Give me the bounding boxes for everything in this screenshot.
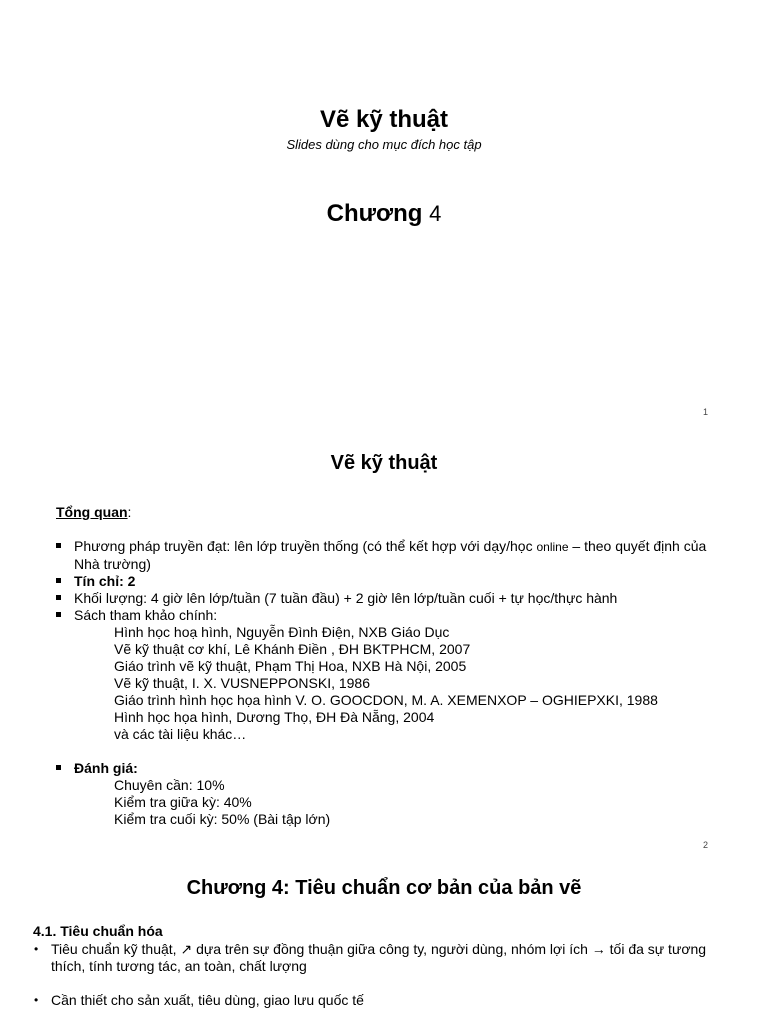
- overview-list: [56, 538, 716, 828]
- section-heading: 4.1. Tiêu chuẩn hóa: [33, 923, 163, 939]
- book-item: Vẽ kỹ thuật cơ khí, Lê Khánh Điền , ĐH BKTPHCM, 2007: [114, 641, 471, 657]
- credits-text: Tín chỉ: 2: [74, 573, 136, 589]
- chapter-number: 4: [429, 201, 442, 226]
- book-item: Giáo trình vẽ kỹ thuật, Phạm Thị Hoa, NXB Hà Nội, 2005: [114, 658, 467, 674]
- evaluation-item: Kiểm tra giữa kỳ: 40%: [114, 794, 252, 810]
- chapter-heading: [0, 200, 768, 228]
- square-bullet-icon: [56, 578, 61, 583]
- evaluation-item: Kiểm tra cuối kỳ: 50% (Bài tập lớn): [114, 811, 331, 827]
- book-item: và các tài liệu khác…: [114, 726, 247, 742]
- workload-text: Khối lượng: 4 giờ lên lớp/tuần (7 tuần đầu) + 2 giờ lên lớp/tuần cuối + tự học/thực hành: [74, 590, 618, 606]
- slide-title: Vẽ kỹ thuật: [330, 452, 438, 474]
- books-label: Sách tham khảo chính:: [74, 607, 218, 623]
- method-text-online: online: [536, 540, 569, 554]
- chapter-word: Chương: [326, 200, 423, 227]
- list-item-workload: [56, 590, 716, 607]
- round-bullet-icon: •: [34, 993, 39, 1007]
- standards-list: [33, 941, 733, 1009]
- spacer: [33, 975, 733, 992]
- round-bullet-icon: •: [34, 942, 39, 956]
- page-number: 1: [703, 407, 709, 417]
- list-item-text: Cần thiết cho sản xuất, tiêu dùng, giao lưu quốc tế: [51, 992, 364, 1008]
- overview-colon: :: [127, 504, 132, 520]
- book-item: Vẽ kỹ thuật, I. X. VUSNEPPONSKI, 1986: [114, 675, 371, 691]
- list-item-credits: [56, 573, 716, 590]
- square-bullet-icon: [56, 765, 61, 770]
- page-number: 2: [703, 840, 709, 850]
- list-item: [33, 992, 733, 1009]
- slide-1: [0, 0, 768, 425]
- evaluation-label: Đánh giá:: [74, 760, 138, 776]
- list-item-text: Tiêu chuẩn kỹ thuật, ↗ dựa trên sự đồng thuận giữa công ty, người dùng, nhóm lợi ích → tối đa sự tương thích, tính tương tác, an toàn, chất lượng: [51, 941, 707, 974]
- square-bullet-icon: [56, 543, 61, 548]
- method-text-a: Phương pháp truyền đạt: lên lớp truyền thống (có thể kết hợp với dạy/học: [74, 538, 537, 554]
- spacer: [56, 743, 716, 760]
- book-item: Giáo trình hình học họa hình V. O. GOOCDON, M. A. XEMENXOP – OGHIEPXKI, 1988: [114, 692, 658, 708]
- overview-heading: [56, 504, 131, 520]
- list-item-books: [56, 607, 716, 624]
- list-item: [33, 941, 733, 975]
- list-item-method: [56, 538, 716, 573]
- slide-3: [0, 857, 768, 1024]
- overview-label: Tổng quan: [56, 504, 128, 520]
- slide-subtitle: Slides dùng cho mục đích học tập: [286, 137, 482, 152]
- book-item: Hình học hoạ hình, Nguyễn Đình Điện, NXB Giáo Dục: [114, 624, 450, 640]
- evaluation-item: Chuyên cần: 10%: [114, 777, 225, 793]
- square-bullet-icon: [56, 595, 61, 600]
- square-bullet-icon: [56, 612, 61, 617]
- slide-title: Vẽ kỹ thuật: [319, 106, 449, 133]
- slide-title: Chương 4: Tiêu chuẩn cơ bản của bản vẽ: [186, 877, 582, 899]
- method-text-b: – theo quyết định của Nhà trường): [74, 538, 707, 572]
- list-item-evaluation: [56, 760, 716, 777]
- book-item: Hình học họa hình, Dương Thọ, ĐH Đà Nẵng, 2004: [114, 709, 435, 725]
- slide-2: [0, 425, 768, 857]
